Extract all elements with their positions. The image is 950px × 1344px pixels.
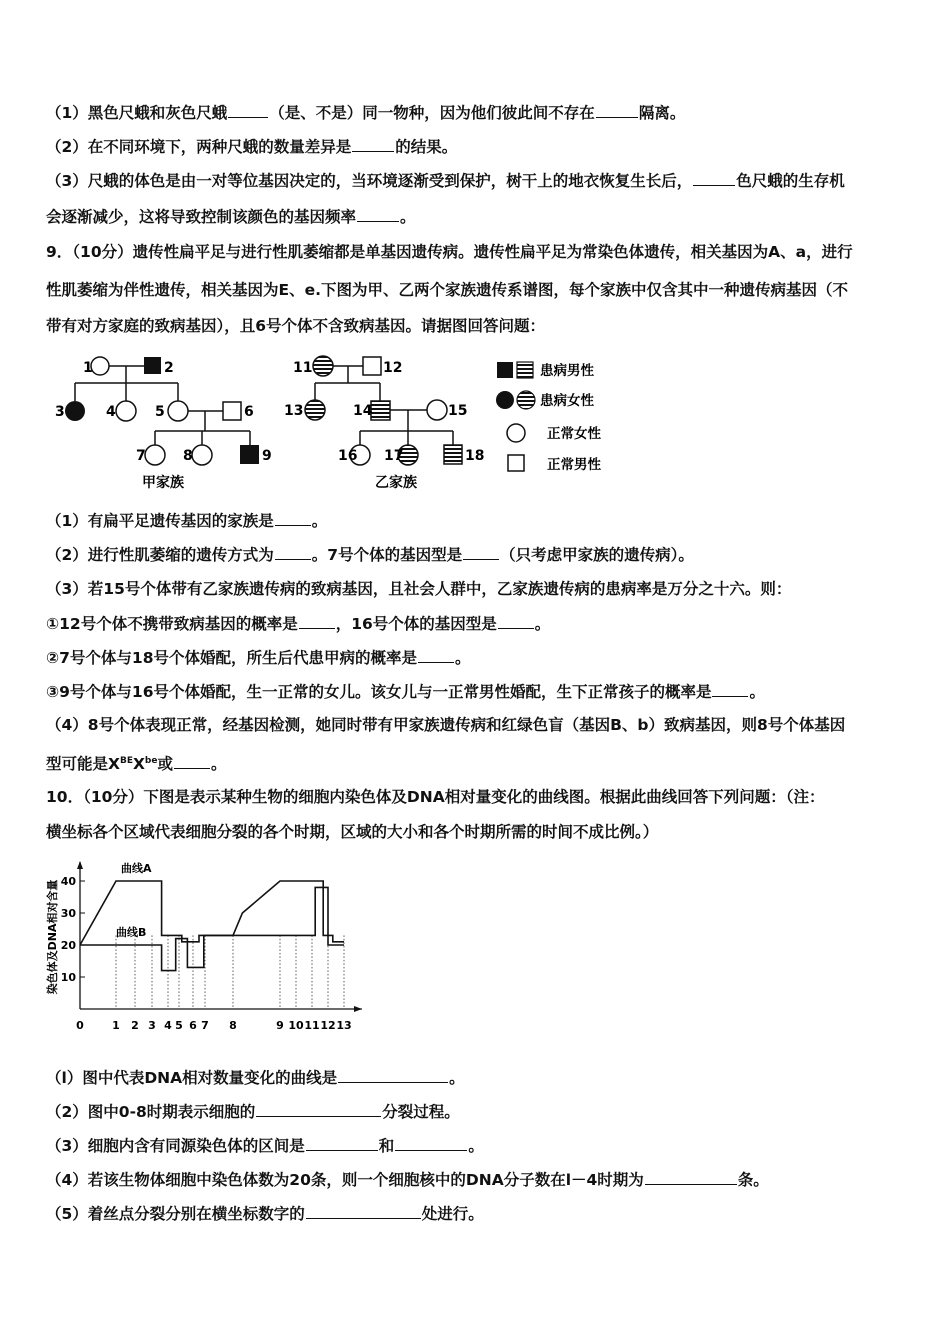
individual-11 (313, 356, 333, 376)
answer-blank[interactable] (693, 169, 735, 186)
individual-4 (116, 401, 136, 421)
pedigree-figure (50, 348, 630, 498)
individual-2 (144, 357, 161, 374)
q10-intro-2: 横坐标各个区域代表细胞分裂的各个时期，区域的大小和各个时期所需的时间不成比例。） (46, 823, 659, 841)
q10-sub-1: （l）图中代表DNA相对数量变化的曲线是 。 (46, 1066, 910, 1089)
y-tick-label-30: 30 (60, 907, 76, 920)
answer-blank[interactable] (299, 612, 335, 629)
label-9: 9 (262, 448, 272, 464)
x-tick-label-6: 6 (189, 1019, 197, 1032)
y-tick-label-40: 40 (60, 875, 76, 888)
legend-normal-male: 正常男性 (547, 457, 601, 473)
q10-intro-1: 10．（10分）下图是表示某种生物的细胞内染色体及DNA相对量变化的曲线图。根据此曲线回答下列问题：（注： (46, 788, 825, 806)
individual-18 (444, 445, 462, 464)
label-2: 2 (164, 360, 174, 376)
individual-1 (91, 357, 109, 375)
q8-line-4: 会逐渐减少，这将导致控制该颜色的基因频率 。 (46, 205, 910, 228)
answer-blank[interactable] (338, 1066, 448, 1083)
answer-blank[interactable] (357, 205, 399, 222)
x-tick-label-7: 7 (201, 1019, 209, 1032)
individual-8 (192, 445, 212, 465)
x-tick-label-8: 8 (229, 1019, 237, 1032)
individual-14 (371, 401, 390, 420)
label-13: 13 (284, 403, 304, 419)
legend-affected-female: 患病女性 (540, 393, 594, 409)
label-1: 1 (83, 360, 93, 376)
answer-blank[interactable] (174, 752, 210, 769)
individual-15 (427, 400, 447, 420)
x-tick-label-0: 0 (76, 1019, 84, 1032)
label-12: 12 (383, 360, 403, 376)
label-15: 15 (448, 403, 468, 419)
curve-b-label: 曲线B (116, 926, 147, 939)
x-tick-label-4: 4 (164, 1019, 172, 1032)
q9-intro-1: 9．（10分）遗传性扁平足与进行性肌萎缩都是单基因遗传病。遗传性扁平足为常染色体遗传，相关基因为A、a，进行 (46, 243, 853, 261)
normal-male-icon (508, 455, 524, 471)
chart-y-label: 染色体及DNA相对含量 (46, 879, 59, 995)
y-tick-label-10: 10 (60, 971, 76, 984)
label-3: 3 (55, 404, 65, 420)
q10-sub-5: （5）着丝点分裂分别在横坐标数字的 处进行。 (46, 1202, 910, 1225)
q9-intro-2: 性肌萎缩为伴性遗传，相关基因为E、e.下图为甲、乙两个家族遗传系谱图，每个家族中仅含其中一种遗传病基因（不 (46, 281, 848, 299)
answer-blank[interactable] (418, 646, 454, 663)
curve-a-label: 曲线A (121, 862, 152, 875)
q9-sub-3b: ②7号个体与18号个体婚配，所生后代患甲病的概率是 。 (46, 646, 910, 669)
family-a-pedigree (55, 357, 272, 491)
label-5: 5 (155, 404, 165, 420)
family-a-title: 甲家族 (142, 475, 184, 491)
answer-blank[interactable] (256, 1100, 381, 1117)
q9-sub-4b: 型可能是$X^{BE}X^{be}$或 。 (46, 750, 910, 775)
answer-blank[interactable] (712, 680, 748, 697)
answer-blank[interactable] (228, 101, 268, 118)
answer-blank[interactable] (596, 101, 638, 118)
q9-sub-4a: （4）8号个体表现正常，经基因检测，她同时带有甲家族遗传病和红绿色盲（基因B、b）致病基因，则8号个体基因 (46, 716, 846, 734)
q9-intro-3: 带有对方家庭的致病基因），且6号个体不含致病基因。请据图回答问题： (46, 317, 546, 335)
q10-sub-2: （2）图中0-8时期表示细胞的 分裂过程。 (46, 1100, 910, 1123)
label-18: 18 (465, 448, 485, 464)
q8-line-3: （3）尺蛾的体色是由一对等位基因决定的，当环境逐渐受到保护，树干上的地衣恢复生长后， 色尺蛾的生存机 (46, 169, 910, 192)
q10-sub-4: （4）若该生物体细胞中染色体数为20条，则一个细胞核中的DNA分子数在l－4时期为 条。 (46, 1168, 910, 1191)
q9-sub-3: （3）若15号个体带有乙家族遗传病的致病基因，且社会人群中，乙家族遗传病的患病率是万分之十六。则： (46, 580, 792, 598)
family-b-title: 乙家族 (375, 475, 417, 491)
label-4: 4 (106, 404, 116, 420)
legend-normal-female: 正常女性 (547, 426, 601, 442)
chromosome-dna-chart (44, 857, 364, 1037)
individual-5 (168, 401, 188, 421)
answer-blank[interactable] (275, 509, 311, 526)
answer-blank[interactable] (463, 543, 499, 560)
x-tick-label-1: 1 (112, 1019, 120, 1032)
individual-12 (363, 357, 381, 375)
x-tick-label-11: 11 (304, 1019, 320, 1032)
legend-affected-male: 患病男性 (540, 363, 594, 379)
label-17: 17 (384, 448, 404, 464)
label-8: 8 (183, 448, 193, 464)
individual-3 (65, 401, 85, 421)
affected-female-striped-icon (517, 391, 535, 409)
q9-sub-3c: ③9号个体与16号个体婚配，生一正常的女儿。该女儿与一正常男性婚配，生下正常孩子的概率是 。 (46, 680, 910, 703)
label-7: 7 (136, 448, 146, 464)
answer-blank[interactable] (352, 135, 394, 152)
q8-line-2: （2）在不同环境下，两种尺蛾的数量差异是 的结果。 (46, 135, 910, 158)
answer-blank[interactable] (306, 1134, 378, 1151)
q9-sub-3a: ①12号个体不携带致病基因的概率是 ，16号个体的基因型是 。 (46, 612, 910, 635)
x-tick-label-2: 2 (131, 1019, 139, 1032)
y-axis-arrow (77, 861, 83, 869)
q9-sub-1: （1）有扁平足遗传基因的家族是 。 (46, 509, 910, 532)
affected-female-solid-icon (496, 391, 514, 409)
label-14: 14 (353, 403, 373, 419)
x-tick-label-5: 5 (175, 1019, 183, 1032)
individual-13 (305, 400, 325, 420)
label-6: 6 (244, 404, 254, 420)
affected-male-solid-icon (497, 362, 513, 378)
normal-female-icon (507, 424, 525, 442)
answer-blank[interactable] (275, 543, 311, 560)
x-axis-arrow (354, 1006, 362, 1012)
q8-line-1: （1）黑色尺蛾和灰色尺蛾 （是、不是）同一物种，因为他们彼此间不存在 隔离。 (46, 101, 910, 124)
y-tick-label-20: 20 (60, 939, 76, 952)
family-b-pedigree (284, 356, 484, 491)
label-11: 11 (293, 360, 313, 376)
x-tick-label-10: 10 (288, 1019, 304, 1032)
label-16: 16 (338, 448, 358, 464)
q10-sub-3: （3）细胞内含有同源染色体的区间是 和 。 (46, 1134, 910, 1157)
individual-7 (145, 445, 165, 465)
x-tick-label-3: 3 (148, 1019, 156, 1032)
affected-male-striped-icon (517, 362, 533, 378)
answer-blank[interactable] (306, 1202, 421, 1219)
answer-blank[interactable] (395, 1134, 467, 1151)
answer-blank[interactable] (645, 1168, 737, 1185)
q9-sub-2: （2）进行性肌萎缩的遗传方式为 。7号个体的基因型是 （只考虑甲家族的遗传病）。 (46, 543, 910, 566)
individual-6 (223, 402, 241, 420)
x-tick-label-9: 9 (276, 1019, 284, 1032)
answer-blank[interactable] (498, 612, 534, 629)
pedigree-legend (496, 362, 601, 473)
x-tick-label-13: 13 (336, 1019, 352, 1032)
individual-9 (240, 445, 259, 464)
x-tick-label-12: 12 (320, 1019, 336, 1032)
